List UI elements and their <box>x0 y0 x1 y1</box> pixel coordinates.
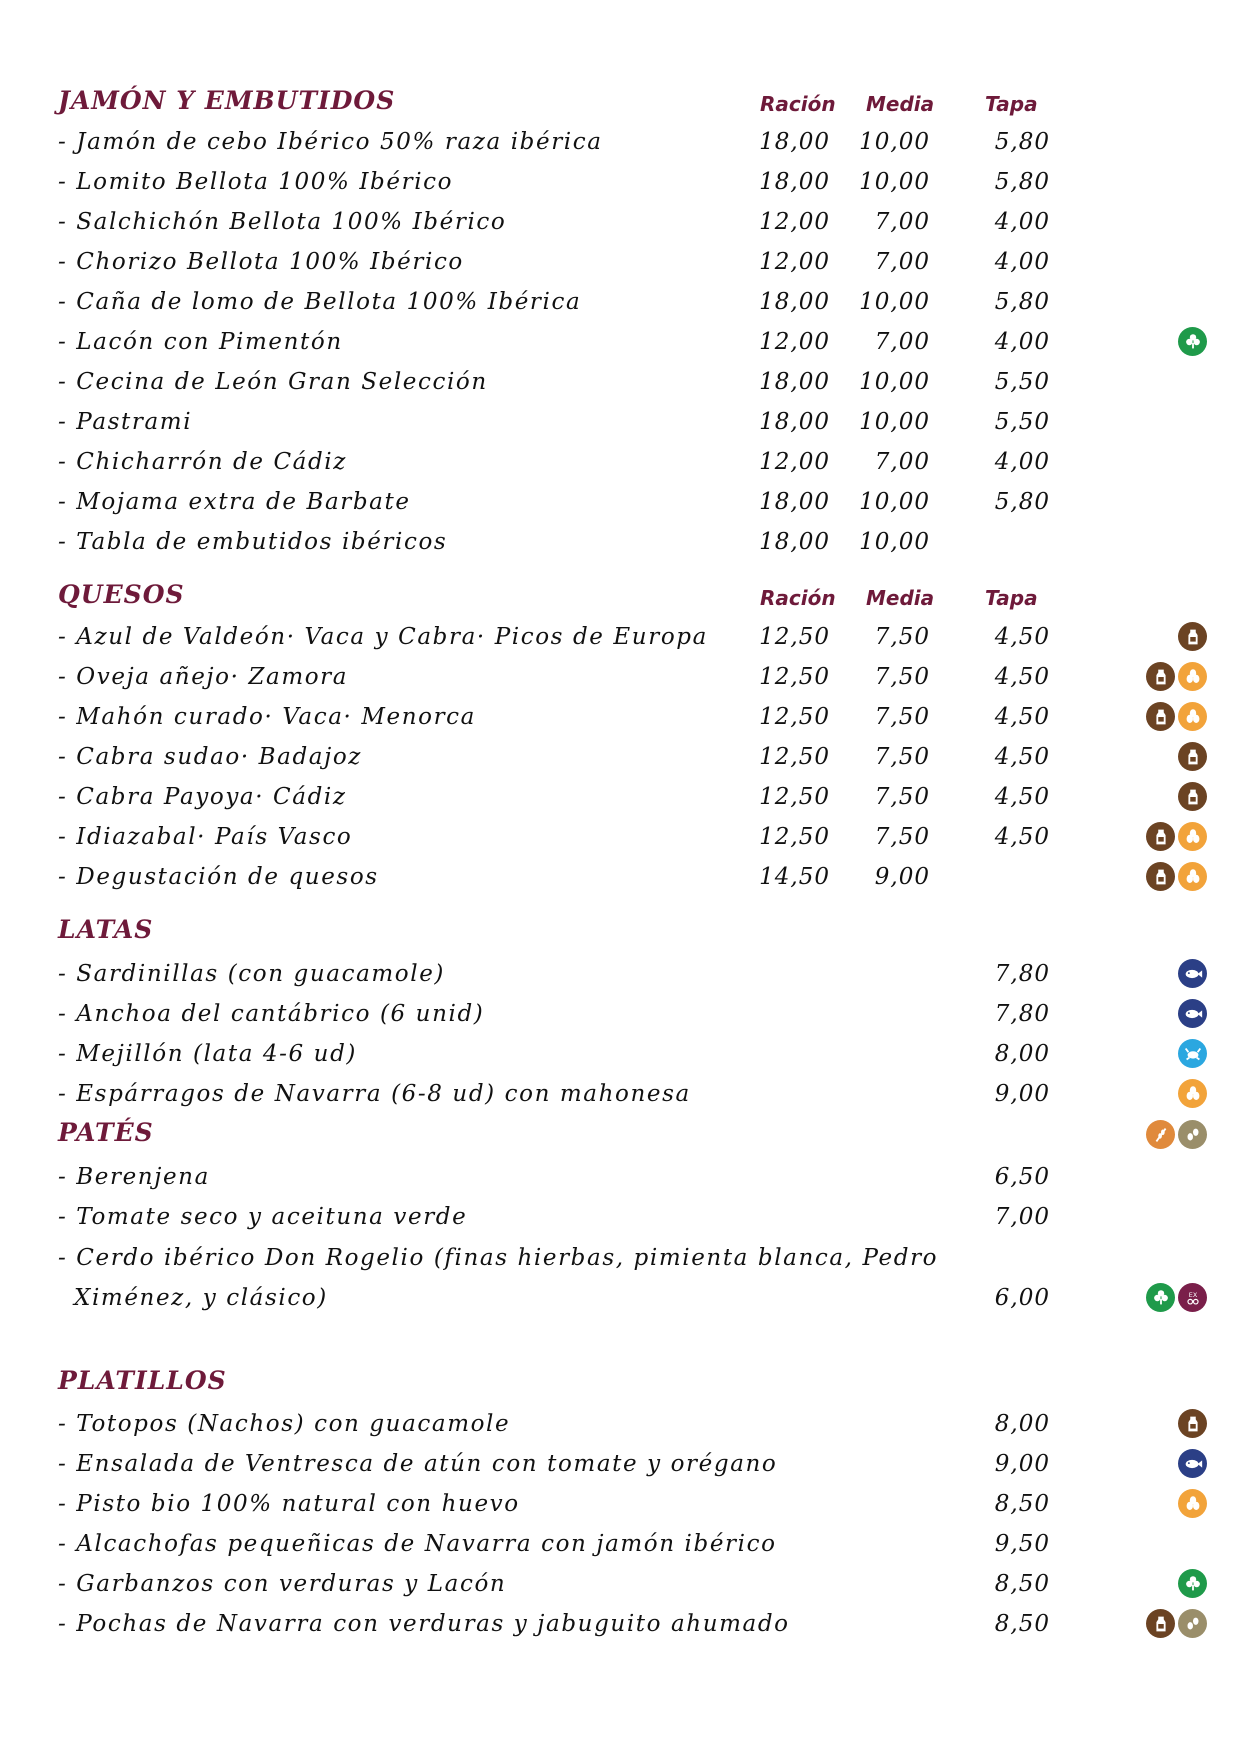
allergen-icons <box>1146 1120 1207 1149</box>
menu-item-name: - Degustación de quesos <box>58 864 379 890</box>
price-racion: 12,50 <box>759 704 830 730</box>
menu-item-name: - Jamón de cebo Ibérico 50% raza ibérica <box>58 129 603 155</box>
allergen-icons <box>1146 862 1207 891</box>
menu-item-name: - Cabra Payoya· Cádiz <box>58 784 347 810</box>
menu-item-name: - Lacón con Pimentón <box>58 329 343 355</box>
price: 8,50 <box>994 1571 1050 1597</box>
price-racion: 12,50 <box>759 784 830 810</box>
menu-item-name: - Tomate seco y aceituna verde <box>58 1204 468 1230</box>
allergen-icons <box>1178 999 1207 1028</box>
allergen-icons <box>1178 959 1207 988</box>
menu-item-name: - Chicharrón de Cádiz <box>58 449 347 475</box>
svg-text:EX: EX <box>1188 1290 1197 1299</box>
column-tapa: Tapa <box>985 92 1038 116</box>
price-racion: 14,50 <box>759 864 830 890</box>
price-media: 10,00 <box>859 129 930 155</box>
menu-item-name: - Sardinillas (con guacamole) <box>58 961 445 987</box>
price-tapa: 4,50 <box>994 744 1050 770</box>
price-tapa: 4,50 <box>994 784 1050 810</box>
price-media: 7,50 <box>874 704 930 730</box>
milk-icon <box>1178 782 1207 811</box>
price-media: 7,00 <box>874 449 930 475</box>
menu-item-name: - Totopos (Nachos) con guacamole <box>58 1411 511 1437</box>
price-tapa: 5,80 <box>994 489 1050 515</box>
price-tapa: 4,00 <box>994 249 1050 275</box>
menu-item-name: - Caña de lomo de Bellota 100% Ibérica <box>58 289 582 315</box>
menu-item-name: - Berenjena <box>58 1164 210 1190</box>
price-media: 7,00 <box>874 249 930 275</box>
price-racion: 12,50 <box>759 744 830 770</box>
price: 8,50 <box>994 1491 1050 1517</box>
price-racion: 12,00 <box>759 249 830 275</box>
milk-icon <box>1178 622 1207 651</box>
price-racion: 12,50 <box>759 624 830 650</box>
section-title-jamon: JAMÓN Y EMBUTIDOS <box>58 86 396 115</box>
menu-item-name: - Ensalada de Ventresca de atún con tomate y orégano <box>58 1451 778 1477</box>
price-media: 10,00 <box>859 289 930 315</box>
menu-item-name: - Espárragos de Navarra (6-8 ud) con mahonesa <box>58 1081 691 1107</box>
milk-icon <box>1146 702 1175 731</box>
menu-item-name: - Pochas de Navarra con verduras y jabuguito ahumado <box>58 1611 790 1637</box>
price-media: 10,00 <box>859 369 930 395</box>
price: 7,00 <box>994 1204 1050 1230</box>
egg-icon <box>1178 702 1207 731</box>
price-media: 7,50 <box>874 744 930 770</box>
menu-item-name: - Lomito Bellota 100% Ibérico <box>58 169 454 195</box>
price-media: 10,00 <box>859 169 930 195</box>
price-racion: 12,00 <box>759 329 830 355</box>
egg-icon <box>1178 822 1207 851</box>
menu-item-name: - Oveja añejo· Zamora <box>58 664 349 690</box>
menu-item-name: - Pisto bio 100% natural con huevo <box>58 1491 520 1517</box>
fish-icon <box>1178 999 1207 1028</box>
nuts-icon <box>1178 1120 1207 1149</box>
section-title-latas: LATAS <box>58 915 154 944</box>
price: 8,00 <box>994 1411 1050 1437</box>
price: 6,00 <box>994 1285 1050 1311</box>
allergen-icons <box>1178 1079 1207 1108</box>
price: 9,50 <box>994 1531 1050 1557</box>
menu-item-name: - Garbanzos con verduras y Lacón <box>58 1571 507 1597</box>
price-media: 10,00 <box>859 489 930 515</box>
allergen-icons <box>1178 1489 1207 1518</box>
column-racion: Ración <box>760 586 836 610</box>
menu-item-name: - Alcachofas pequeñicas de Navarra con jamón ibérico <box>58 1531 777 1557</box>
nuts-icon <box>1178 1609 1207 1638</box>
price-tapa: 4,50 <box>994 624 1050 650</box>
price: 9,00 <box>994 1081 1050 1107</box>
menu-item-name: - Cerdo ibérico Don Rogelio (finas hierbas, pimienta blanca, Pedro <box>58 1245 939 1271</box>
price-media: 7,50 <box>874 624 930 650</box>
allergen-icons <box>1146 822 1207 851</box>
allergen-icons <box>1178 327 1207 356</box>
price-media: 7,00 <box>874 209 930 235</box>
menu-item-name: - Cabra sudao· Badajoz <box>58 744 363 770</box>
celery-icon <box>1178 1569 1207 1598</box>
menu-item-name: - Salchichón Bellota 100% Ibérico <box>58 209 507 235</box>
price-racion: 18,00 <box>759 289 830 315</box>
section-title-quesos: QUESOS <box>58 580 185 609</box>
price-tapa: 4,00 <box>994 329 1050 355</box>
price-tapa: 4,00 <box>994 449 1050 475</box>
allergen-icons <box>1178 1569 1207 1598</box>
price-media: 9,00 <box>874 864 930 890</box>
milk-icon <box>1146 662 1175 691</box>
price: 8,50 <box>994 1611 1050 1637</box>
price: 9,00 <box>994 1451 1050 1477</box>
menu-item-name: - Cecina de León Gran Selección <box>58 369 488 395</box>
price-racion: 18,00 <box>759 129 830 155</box>
allergen-icons <box>1146 1609 1207 1638</box>
price-racion: 12,50 <box>759 664 830 690</box>
price-media: 7,50 <box>874 824 930 850</box>
price-racion: 18,00 <box>759 409 830 435</box>
allergen-icons <box>1178 782 1207 811</box>
milk-icon <box>1178 1409 1207 1438</box>
milk-icon <box>1146 1609 1175 1638</box>
price-tapa: 5,50 <box>994 369 1050 395</box>
milk-icon <box>1146 862 1175 891</box>
price: 8,00 <box>994 1041 1050 1067</box>
allergen-icons <box>1146 702 1207 731</box>
price: 7,80 <box>994 1001 1050 1027</box>
egg-icon <box>1178 1079 1207 1108</box>
price-tapa: 5,80 <box>994 289 1050 315</box>
price-racion: 12,00 <box>759 449 830 475</box>
price-tapa: 5,50 <box>994 409 1050 435</box>
milk-icon <box>1146 822 1175 851</box>
price-tapa: 4,00 <box>994 209 1050 235</box>
milk-icon <box>1178 742 1207 771</box>
column-tapa: Tapa <box>985 586 1038 610</box>
menu-item-name: - Idiazabal· País Vasco <box>58 824 353 850</box>
menu-item-name: - Pastrami <box>58 409 193 435</box>
price-media: 10,00 <box>859 409 930 435</box>
allergen-icons <box>1178 1039 1207 1068</box>
price-tapa: 4,50 <box>994 704 1050 730</box>
price-media: 7,50 <box>874 664 930 690</box>
celery-icon <box>1178 327 1207 356</box>
menu-item-name: - Chorizo Bellota 100% Ibérico <box>58 249 464 275</box>
fish-icon <box>1178 1449 1207 1478</box>
menu-item-name: - Tabla de embutidos ibéricos <box>58 529 448 555</box>
price: 7,80 <box>994 961 1050 987</box>
price-racion: 18,00 <box>759 169 830 195</box>
sulphites-icon <box>1178 1283 1207 1312</box>
price-tapa: 4,50 <box>994 664 1050 690</box>
allergen-icons <box>1178 1449 1207 1478</box>
allergen-icons <box>1146 1283 1207 1312</box>
column-racion: Ración <box>760 92 836 116</box>
egg-icon <box>1178 1489 1207 1518</box>
price-racion: 12,00 <box>759 209 830 235</box>
menu-item-name: - Azul de Valdeón· Vaca y Cabra· Picos de Europa <box>58 624 708 650</box>
price-media: 10,00 <box>859 529 930 555</box>
price-tapa: 5,80 <box>994 129 1050 155</box>
egg-icon <box>1178 862 1207 891</box>
price-tapa: 5,80 <box>994 169 1050 195</box>
column-media: Media <box>866 586 935 610</box>
price-media: 7,00 <box>874 329 930 355</box>
section-title-platillos: PLATILLOS <box>58 1366 227 1395</box>
menu-item-name: - Mejillón (lata 4-6 ud) <box>58 1041 357 1067</box>
allergen-icons <box>1178 1409 1207 1438</box>
gluten-icon <box>1146 1120 1175 1149</box>
egg-icon <box>1178 662 1207 691</box>
menu-item-name: - Mahón curado· Vaca· Menorca <box>58 704 476 730</box>
price-racion: 12,50 <box>759 824 830 850</box>
price-media: 7,50 <box>874 784 930 810</box>
allergen-icons <box>1178 742 1207 771</box>
menu-item-name: - Anchoa del cantábrico (6 unid) <box>58 1001 485 1027</box>
menu-item-name: Ximénez, y clásico) <box>74 1285 328 1311</box>
allergen-icons <box>1146 662 1207 691</box>
celery-icon <box>1146 1283 1175 1312</box>
crustacean-icon <box>1178 1039 1207 1068</box>
fish-icon <box>1178 959 1207 988</box>
section-title-pates: PATÉS <box>58 1118 154 1147</box>
price-racion: 18,00 <box>759 529 830 555</box>
allergen-icons <box>1178 622 1207 651</box>
menu-item-name: - Mojama extra de Barbate <box>58 489 411 515</box>
price-racion: 18,00 <box>759 489 830 515</box>
price: 6,50 <box>994 1164 1050 1190</box>
column-media: Media <box>866 92 935 116</box>
price-racion: 18,00 <box>759 369 830 395</box>
price-tapa: 4,50 <box>994 824 1050 850</box>
